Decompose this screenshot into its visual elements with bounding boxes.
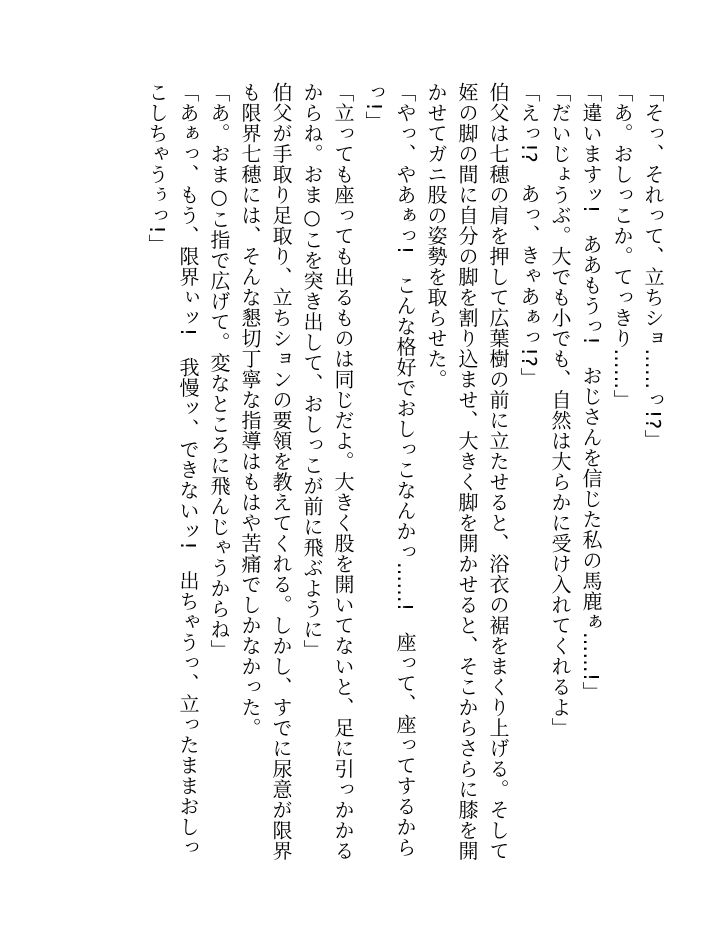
dialogue-line: 「やっ、やあぁっ! こんな格好でおしっこなんかっ……! 座って、座ってするからっ!」 bbox=[362, 82, 417, 858]
vertical-text-body bbox=[68, 82, 668, 872]
dialogue-line: 「違いますッ! ああもうっ! おじさんを信じた私の馬鹿ぁ……!」 bbox=[579, 82, 603, 703]
dialogue-line: 「あ。おしっこか。てっきり……」 bbox=[610, 82, 634, 410]
dialogue-line: 「えっ!? あっ、きゃあぁっ!?」 bbox=[517, 82, 541, 388]
narration-paragraph: 伯父は七穂の肩を押して広葉樹の前に立たせると、浴衣の裾をまくり上げる。そして姪の脚の間に自分の脚を割り込ませ、大きく脚を開かせると、そこからさらに膝を開かせてガニ股の姿勢を取らせた。 bbox=[424, 82, 510, 861]
dialogue-line: 「だいじょうぶ。大でも小でも、自然は大らかに受け入れてくれるよ」 bbox=[548, 82, 572, 738]
dialogue-line: 「立っても座っても出るものは同じだよ。大きく股を開いてないと、足に引っかかるからね。おま○こを突き出して、おしっこが前に飛ぶように」 bbox=[300, 82, 355, 861]
dialogue-line: 「そっ、それって、立ちショ……っ!?」 bbox=[641, 82, 665, 451]
dialogue-line: 「あ。おま○こ指で広げて。変なところに飛んじゃうからね」 bbox=[207, 82, 231, 660]
dialogue-line: 「あぁっ、もう、限界ぃッ! 我慢ッ、できないッ! 出ちゃうっ、立ったままおしっこしちゃうぅっ!」 bbox=[145, 82, 200, 858]
narration-paragraph: 伯父が手取り足取り、立ちションの要領を教えてくれる。しかし、すでに尿意が限界も限界七穂には、そんな懇切丁寧な指導はもはや苦痛でしかなかった。 bbox=[238, 82, 293, 861]
